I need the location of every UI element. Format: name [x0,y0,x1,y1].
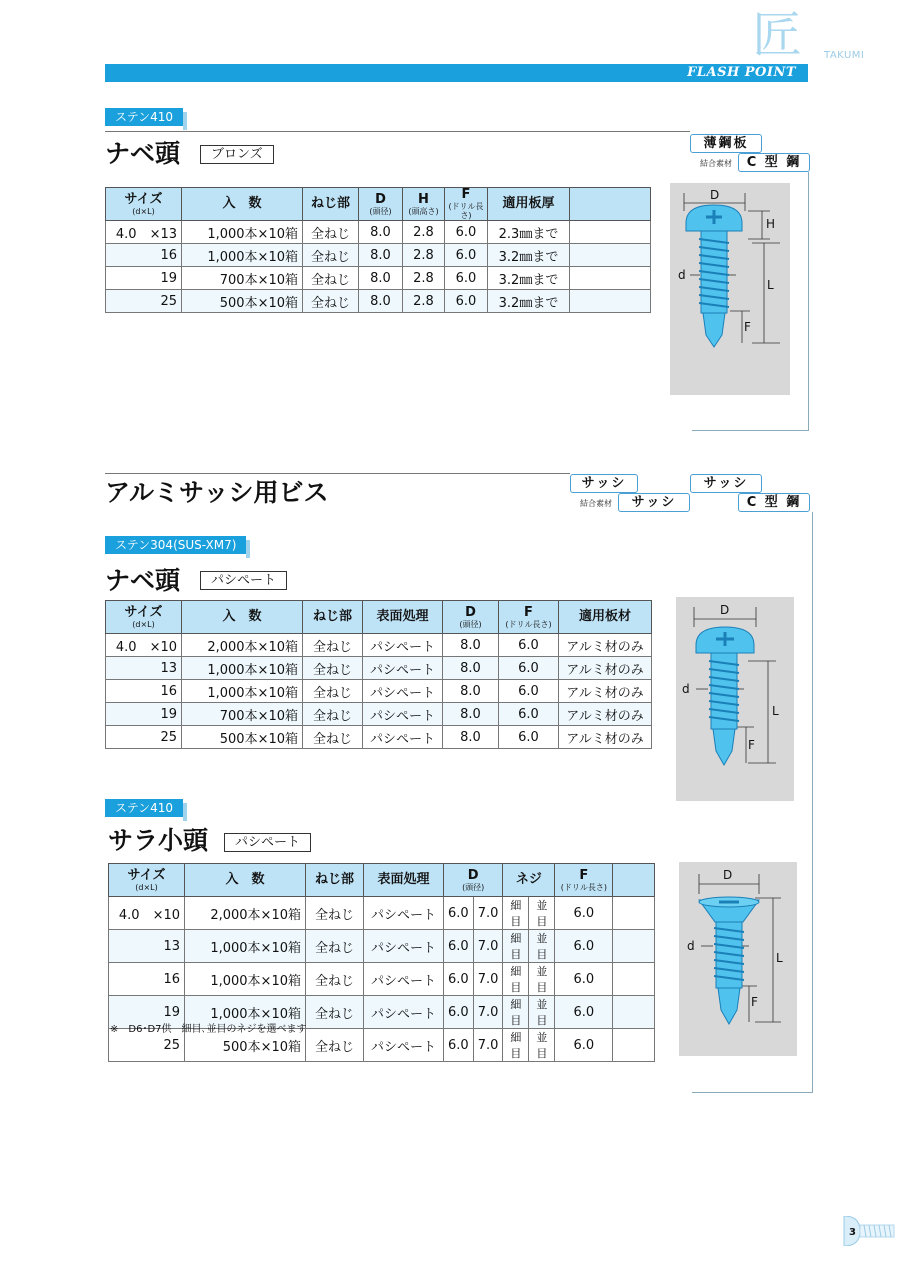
material-badge-c-steel: C 型 鋼 [738,493,810,512]
material-badge-sash-joint: サッシ [618,493,690,512]
table-cell: パシペート [363,657,443,680]
table-cell [613,930,655,963]
table-cell: 全ねじ [303,680,363,703]
column-header [303,188,359,221]
table-cell: 6.0 [499,634,559,657]
column-header-label: F [524,604,533,620]
table-cell: 1,000本×10箱 [185,930,306,963]
material-badge-c-steel: C 型 鋼 [738,153,810,172]
column-header [182,188,303,221]
table-row [106,634,652,657]
dim-label-F: F [744,320,751,334]
table-row [106,657,652,680]
table-cell: アルミ材のみ [559,680,652,703]
table-cell: 6.0 [555,1029,613,1062]
column-header [106,601,182,634]
table-cell: 2,000本×10箱 [185,897,306,930]
finish-label: パシペート [200,571,287,590]
table-cell: 8.0 [359,290,403,313]
table-cell: 16 [106,244,182,267]
material-tag: ステン304(SUS-XM7) [105,536,246,554]
dim-label-d: d [687,939,695,953]
table-row [106,221,651,244]
dim-label-F: F [751,995,758,1009]
brand-name: FLASH POINT [687,65,796,80]
column-header-label: 入 数 [225,872,265,887]
table-cell: 全ねじ [306,930,364,963]
table-cell: 1,000本×10箱 [185,996,306,1029]
table-cell: 8.0 [359,221,403,244]
table-cell: 全ねじ [303,290,359,313]
column-header [503,864,555,897]
spec-table-pan-head-bronze [105,187,651,313]
column-header [364,864,444,897]
table-cell [570,290,651,313]
column-header-sub: (頭高さ) [408,206,439,216]
column-header [182,601,303,634]
table-cell [613,996,655,1029]
dim-label-D: D [710,188,720,202]
table-row [106,726,652,749]
column-header [109,864,185,897]
table-cell: パシペート [363,703,443,726]
column-header-label: ネジ [515,872,542,887]
section-title: サラ小頭 [108,826,209,855]
table-cell: 19 [106,703,182,726]
table-cell: 6.0 [445,221,488,244]
table-cell: パシペート [363,726,443,749]
table-cell: 6.0 [444,930,474,963]
table-cell: 2,000本×10箱 [182,634,303,657]
table-cell: 700本×10箱 [182,267,303,290]
pan-head-screw-icon [676,597,794,801]
table-cell: 8.0 [359,267,403,290]
page-number: 3 [849,1227,856,1238]
column-header-label: 入 数 [222,609,262,624]
column-header [185,864,306,897]
table-cell [613,1029,655,1062]
table-cell: 500本×10箱 [185,1029,306,1062]
material-badge-thin-steel: 薄鋼板 [690,134,762,153]
finish-label: ブロンズ [200,145,274,164]
table-cell: パシペート [364,1029,444,1062]
table-cell: 13 [106,657,182,680]
section-title: アルミサッシ用ビス [105,478,329,507]
table-row [106,680,652,703]
table-row [109,963,655,996]
column-header [306,864,364,897]
table-row [106,267,651,290]
column-header-label: F [461,187,471,202]
table-cell [613,963,655,996]
table-cell: アルミ材のみ [559,726,652,749]
column-header-label: サイズ [124,604,163,620]
table-cell: 16 [109,963,185,996]
table-cell: パシペート [364,996,444,1029]
table-cell: 6.0 [499,726,559,749]
table-cell: 全ねじ [306,996,364,1029]
dim-label-H: H [766,217,776,231]
column-header-label: 適用板材 [578,609,631,624]
table-cell: 25 [106,726,182,749]
table-cell: 並目 [529,930,555,963]
page-number-badge [840,1216,896,1246]
table-row [109,930,655,963]
table-cell: 4.0 ×10 [109,897,185,930]
table-cell: 細目 [503,963,529,996]
table-cell: 並目 [529,996,555,1029]
table-cell: 全ねじ [306,1029,364,1062]
pan-head-screw-icon [670,183,790,395]
table-cell: パシペート [363,680,443,703]
column-header [363,601,443,634]
material-tag: ステン410 [105,799,183,817]
screw-diagram-pan-head [676,597,794,801]
table-row [109,897,655,930]
column-header-sub: (頭径) [462,882,485,892]
flat-head-screw-icon [679,862,797,1056]
table-cell: 6.0 [499,680,559,703]
table-cell: 1,000本×10箱 [185,963,306,996]
table-cell: 3.2㎜まで [488,290,570,313]
table-cell: 全ねじ [303,221,359,244]
table-cell: 2.8 [403,290,445,313]
table-cell: 6.0 [444,1029,474,1062]
table-cell [613,897,655,930]
table-cell: 1,000本×10箱 [182,657,303,680]
table-cell: 25 [109,1029,185,1062]
table-cell: 3.2㎜まで [488,267,570,290]
table-cell: 6.0 [445,267,488,290]
table-cell: 7.0 [473,1029,503,1062]
column-header [570,188,651,221]
dim-label-d: d [682,682,690,696]
column-header-label: 適用板厚 [502,196,555,211]
table-cell: 並目 [529,963,555,996]
column-header [106,188,182,221]
table-cell: 6.0 [444,897,474,930]
table-cell: 6.0 [445,244,488,267]
footnote: ※ D6･D7供 細目､並目のネジを選べます [110,1024,307,1035]
column-header-label: ねじ部 [310,196,350,211]
column-header-label: H [418,191,429,207]
column-header-sub: (d×L) [135,882,158,892]
divider [105,131,690,132]
brand-bar [105,64,808,82]
table-cell: 8.0 [443,680,499,703]
table-cell: アルミ材のみ [559,634,652,657]
table-cell: 全ねじ [306,963,364,996]
table-cell: 細目 [503,930,529,963]
table-cell: 6.0 [555,897,613,930]
table-cell: 7.0 [473,930,503,963]
table-cell: パシペート [364,897,444,930]
table-cell: パシペート [364,930,444,963]
column-header-sub: (ドリル長さ) [505,619,552,629]
column-header-label: D [465,604,476,620]
sub-section-title: ナベ頭 [105,566,181,595]
table-row [106,244,651,267]
column-header-sub: (d×L) [132,206,155,216]
column-header-label: 表面処理 [376,609,429,624]
screw-diagram-pan-head [670,183,790,395]
table-cell [570,267,651,290]
dim-label-L: L [776,951,783,965]
column-header [488,188,570,221]
dim-label-d: d [678,268,686,282]
table-cell: 全ねじ [303,634,363,657]
table-cell: 8.0 [443,703,499,726]
table-cell: 細目 [503,1029,529,1062]
table-cell: 4.0 ×10 [106,634,182,657]
table-cell: 3.2㎜まで [488,244,570,267]
column-header-sub: (d×L) [132,619,155,629]
finish-label: パシペート [224,833,311,852]
table-cell: 6.0 [444,963,474,996]
table-cell: アルミ材のみ [559,657,652,680]
column-header-label: D [375,191,386,207]
screw-diagram-flat-head [679,862,797,1056]
dim-label-D: D [723,868,733,882]
table-cell: 全ねじ [306,897,364,930]
table-cell: 7.0 [473,897,503,930]
table-cell: 8.0 [443,726,499,749]
table-cell: 全ねじ [303,726,363,749]
column-header-sub: (頭径) [369,206,392,216]
column-header [444,864,503,897]
table-cell: 全ねじ [303,657,363,680]
column-header-sub: (ドリル長さ) [560,882,607,892]
column-header [555,864,613,897]
table-cell: 2.8 [403,267,445,290]
table-cell: 8.0 [443,657,499,680]
column-header [359,188,403,221]
dim-label-L: L [772,704,779,718]
table-cell: パシペート [363,634,443,657]
table-cell: 全ねじ [303,703,363,726]
column-header [613,864,655,897]
table-cell: 並目 [529,897,555,930]
table-cell: 6.0 [444,996,474,1029]
column-header-sub: (頭径) [459,619,482,629]
takumi-logo-text: TAKUMI [824,50,865,61]
dim-label-F: F [748,738,755,752]
table-cell: 全ねじ [303,244,359,267]
column-header-label: ねじ部 [312,609,352,624]
table-row [106,290,651,313]
column-header [445,188,488,221]
column-header-sub: (ドリル長さ) [448,202,484,220]
table-cell: 8.0 [443,634,499,657]
table-cell [570,244,651,267]
divider [105,473,570,474]
table-cell [570,221,651,244]
table-cell: 6.0 [445,290,488,313]
table-cell: 25 [106,290,182,313]
table-cell: 8.0 [359,244,403,267]
screw-tab-icon [840,1216,896,1246]
table-cell: 4.0 ×13 [106,221,182,244]
spec-table-pan-head-passivate [105,600,652,749]
dim-label-D: D [720,603,730,617]
table-cell: 19 [109,996,185,1029]
column-header [443,601,499,634]
column-header-label: サイズ [127,867,166,883]
table-cell: 並目 [529,1029,555,1062]
column-header-label: サイズ [124,191,163,207]
table-cell: 2.8 [403,221,445,244]
table-cell: 6.0 [499,657,559,680]
dim-label-L: L [767,278,774,292]
table-cell: 2.3㎜まで [488,221,570,244]
column-header-label: 入 数 [222,196,262,211]
table-cell: 細目 [503,996,529,1029]
table-cell: 500本×10箱 [182,726,303,749]
column-header-label: 表面処理 [377,872,430,887]
column-header-label: ねじ部 [314,872,354,887]
table-cell: 500本×10箱 [182,290,303,313]
table-cell: 1,000本×10箱 [182,680,303,703]
column-header-label: F [579,867,589,883]
table-cell: 6.0 [555,963,613,996]
column-header [499,601,559,634]
table-cell: 700本×10箱 [182,703,303,726]
table-cell: 7.0 [473,996,503,1029]
table-cell: 6.0 [499,703,559,726]
table-cell: 1,000本×10箱 [182,221,303,244]
table-cell: 1,000本×10箱 [182,244,303,267]
table-cell: 6.0 [555,996,613,1029]
material-tag: ステン410 [105,108,183,126]
section-title: ナベ頭 [105,139,181,168]
table-cell: 2.8 [403,244,445,267]
table-cell: アルミ材のみ [559,703,652,726]
table-cell: 13 [109,930,185,963]
column-header-label: D [467,867,479,883]
column-header [403,188,445,221]
takumi-logo-kanji: 匠 [752,6,802,64]
table-cell: 7.0 [473,963,503,996]
table-cell: パシペート [364,963,444,996]
column-header [559,601,652,634]
column-header [303,601,363,634]
table-cell: 全ねじ [303,267,359,290]
table-row [106,703,652,726]
table-cell: 6.0 [555,930,613,963]
material-badge-sash-2: サッシ [690,474,762,493]
material-badge-sash: サッシ [570,474,638,493]
joint-material-note: 結合素材 [700,159,732,168]
table-cell: 16 [106,680,182,703]
table-cell: 細目 [503,897,529,930]
table-cell: 19 [106,267,182,290]
joint-material-note: 結合素材 [580,499,612,508]
